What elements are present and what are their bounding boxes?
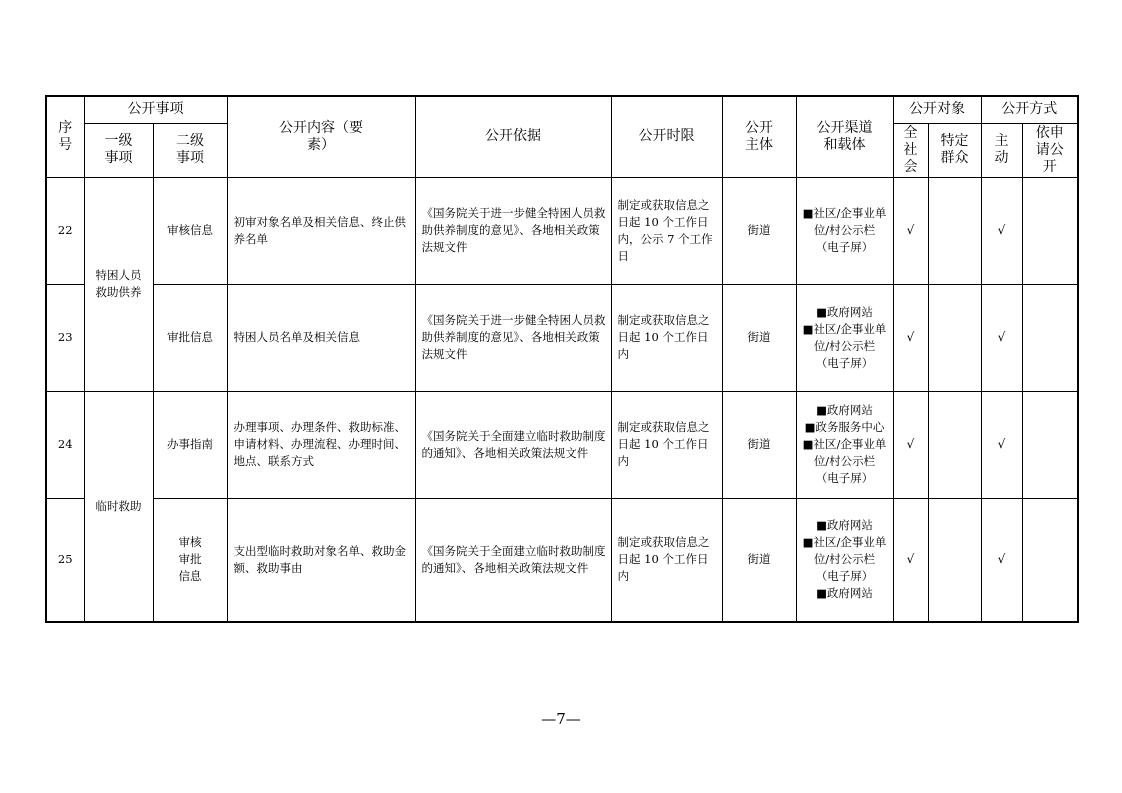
page-number: —7— — [541, 710, 581, 728]
channel-cell — [796, 284, 893, 391]
channel-cell — [796, 177, 893, 284]
table-row — [46, 177, 1078, 284]
channel-item: ■社区/企事业单位/村公示栏（电子屏） — [802, 206, 887, 254]
channel-item: ■社区/企事业单位/村公示栏（电子屏） — [802, 437, 887, 485]
content-cell: 初审对象名单及相关信息、终止供养名单 — [227, 177, 415, 284]
row-seq: 24 — [46, 391, 84, 498]
header-on-request: 依申请公开 — [1022, 123, 1078, 177]
check-active: √ — [981, 498, 1022, 622]
check-on-request — [1022, 391, 1078, 498]
check-whole-society: √ — [893, 498, 928, 622]
time-limit-cell: 制定或获取信息之日起 10 个工作日内 — [611, 391, 722, 498]
check-specific-group — [928, 284, 981, 391]
check-whole-society: √ — [893, 284, 928, 391]
level1-cell: 临时救助 — [84, 391, 153, 622]
check-specific-group — [928, 391, 981, 498]
basis-cell: 《国务院关于全面建立临时救助制度的通知》、各地相关政策法规文件 — [415, 498, 611, 622]
level2-cell: 审核信息 — [153, 177, 227, 284]
content-cell: 特困人员名单及相关信息 — [227, 284, 415, 391]
channel-item: ■政府网站 — [816, 586, 873, 601]
channel-item: ■政府网站 — [816, 403, 873, 417]
subject-cell: 街道 — [722, 177, 796, 284]
check-active: √ — [981, 391, 1022, 498]
basis-cell: 《国务院关于进一步健全特困人员救助供养制度的意见》、各地相关政策法规文件 — [415, 284, 611, 391]
check-on-request — [1022, 498, 1078, 622]
subject-cell: 街道 — [722, 498, 796, 622]
table-row — [46, 498, 1078, 622]
check-whole-society: √ — [893, 391, 928, 498]
header-items: 公开事项 — [84, 96, 227, 123]
row-seq: 22 — [46, 177, 84, 284]
header-content: 公开内容（要素） — [227, 96, 415, 177]
header-subject: 公开主体 — [722, 96, 796, 177]
check-on-request — [1022, 177, 1078, 284]
check-active: √ — [981, 284, 1022, 391]
header-level1: 一级事项 — [84, 123, 153, 177]
basis-cell: 《国务院关于进一步健全特困人员救助供养制度的意见》、各地相关政策法规文件 — [415, 177, 611, 284]
header-level2: 二级事项 — [153, 123, 227, 177]
header-basis: 公开依据 — [415, 96, 611, 177]
channel-item: ■政府网站 — [816, 304, 873, 319]
time-limit-cell: 制定或获取信息之日起 10 个工作日内，公示 7 个工作日 — [611, 177, 722, 284]
level2-cell: 审批信息 — [153, 284, 227, 391]
row-seq: 25 — [46, 498, 84, 622]
header-channel: 公开渠道和载体 — [796, 96, 893, 177]
subject-cell: 街道 — [722, 284, 796, 391]
check-active: √ — [981, 177, 1022, 284]
header-target: 公开对象 — [893, 96, 981, 123]
check-specific-group — [928, 498, 981, 622]
channel-cell — [796, 498, 893, 622]
channel-cell — [796, 391, 893, 498]
basis-cell: 《国务院关于全面建立临时救助制度的通知》、各地相关政策法规文件 — [415, 391, 611, 498]
header-whole-society: 全社会 — [893, 123, 928, 177]
header-active: 主动 — [981, 123, 1022, 177]
header-specific-group: 特定群众 — [928, 123, 981, 177]
subject-cell: 街道 — [722, 391, 796, 498]
check-specific-group — [928, 177, 981, 284]
disclosure-table — [45, 95, 1079, 623]
channel-item: ■社区/企事业单位/村公示栏（电子屏） — [802, 321, 887, 370]
time-limit-cell: 制定或获取信息之日起 10 个工作日内 — [611, 498, 722, 622]
channel-item: ■政府网站 — [816, 518, 873, 533]
channel-item: ■社区/企事业单位/村公示栏（电子屏） — [802, 535, 887, 584]
channel-item: ■政务服务中心 — [804, 420, 885, 434]
content-cell: 支出型临时救助对象名单、救助金额、救助事由 — [227, 498, 415, 622]
check-on-request — [1022, 284, 1078, 391]
check-whole-society: √ — [893, 177, 928, 284]
level1-cell: 特困人员救助供养 — [84, 177, 153, 391]
header-method: 公开方式 — [981, 96, 1078, 123]
time-limit-cell: 制定或获取信息之日起 10 个工作日内 — [611, 284, 722, 391]
table-row — [46, 391, 1078, 498]
content-cell: 办理事项、办理条件、救助标准、申请材料、办理流程、办理时间、地点、联系方式 — [227, 391, 415, 498]
header-seq: 序号 — [46, 96, 84, 177]
level2-cell: 办事指南 — [153, 391, 227, 498]
header-time-limit: 公开时限 — [611, 96, 722, 177]
row-seq: 23 — [46, 284, 84, 391]
level2-cell: 审核审批信息 — [153, 498, 227, 622]
table-row — [46, 284, 1078, 391]
